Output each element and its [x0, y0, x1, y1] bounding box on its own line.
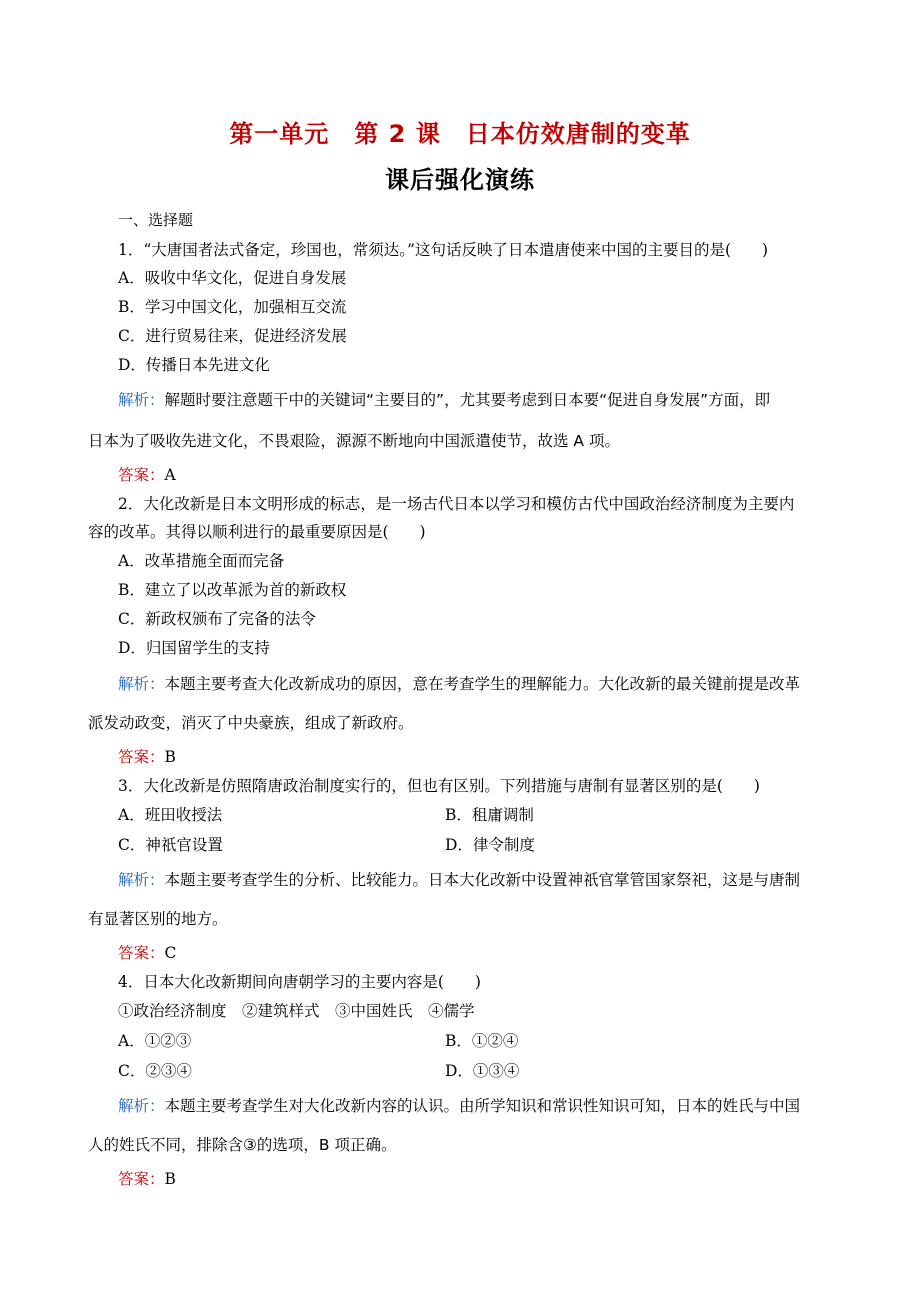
answer-label: 答案：	[118, 1170, 165, 1188]
explanation-label: 解析：	[118, 391, 165, 409]
q2-option-b: B．建立了以改革派为首的新政权	[118, 581, 347, 599]
q4-option-d: D．①③④	[445, 1062, 520, 1080]
answer-label: 答案：	[118, 944, 165, 962]
q4-stem: 4．日本大化改新期间向唐朝学习的主要内容是( )	[118, 973, 481, 991]
q1-explanation-line1: 解题时要注意题干中的关键词“主要目的”，尤其要考虑到日本要“促进自身发展”方面，即	[164, 391, 771, 409]
q3-stem: 3．大化改新是仿照隋唐政治制度实行的，但也有区别。下列措施与唐制有显著区别的是( )	[118, 777, 760, 795]
page-title: 第一单元 第 2 课 日本仿效唐制的变革	[229, 120, 691, 148]
q4-explanation	[118, 1095, 800, 1117]
section-heading: 一、选择题	[118, 211, 194, 229]
q3-option-c: C．神祇官设置	[118, 836, 223, 854]
q1-option-c: C．进行贸易往来，促进经济发展	[118, 327, 347, 345]
q4-explanation-line1: 本题主要考查学生对大化改新内容的认识。由所学知识和常识性知识可知，日本的姓氏与中国	[164, 1097, 801, 1115]
q4-option-b: B．①②④	[445, 1032, 519, 1050]
q3-explanation	[118, 869, 800, 891]
q1-answer-value: A	[164, 466, 176, 484]
q1-option-d: D．传播日本先进文化	[118, 356, 270, 374]
page-subtitle: 课后强化演练	[385, 166, 535, 194]
q2-explanation-line1: 本题主要考查大化改新成功的原因，意在考查学生的理解能力。大化改新的最关键前提是改革	[164, 675, 801, 693]
answer-label: 答案：	[118, 748, 165, 766]
q2-answer	[118, 746, 176, 768]
q3-option-b: B．租庸调制	[445, 806, 534, 824]
q1-option-a: A．吸收中华文化，促进自身发展	[118, 269, 347, 287]
q1-explanation	[118, 389, 770, 411]
explanation-label: 解析：	[118, 871, 165, 889]
q3-answer-value: C	[164, 944, 177, 962]
q2-option-a: A．改革措施全面而完备	[118, 552, 285, 570]
q2-option-c: C．新政权颁布了完备的法令	[118, 610, 316, 628]
q1-answer	[118, 464, 176, 486]
q2-explanation-line2: 派发动政变，消灭了中央豪族，组成了新政府。	[88, 714, 414, 732]
q2-explanation	[118, 673, 800, 695]
q1-explanation-line2: 日本为了吸收先进文化，不畏艰险，源源不断地向中国派遣使节，故选 A 项。	[88, 432, 620, 450]
q1-option-b: B．学习中国文化，加强相互交流	[118, 298, 347, 316]
q4-answer	[118, 1168, 176, 1190]
answer-label: 答案：	[118, 466, 165, 484]
explanation-label: 解析：	[118, 1097, 165, 1115]
q1-stem: 1．“大唐国者法式备定，珍国也，常须达。”这句话反映了日本遣唐使来中国的主要目的是( )	[118, 241, 769, 259]
q4-option-c: C．②③④	[118, 1062, 192, 1080]
q3-explanation-line2: 有显著区别的地方。	[88, 910, 228, 928]
q3-explanation-line1: 本题主要考查学生的分析、比较能力。日本大化改新中设置神祇官掌管国家祭祀，这是与唐制	[164, 871, 801, 889]
q2-stem-line1: 2．大化改新是日本文明形成的标志，是一场古代日本以学习和模仿古代中国政治经济制度为主要内	[118, 495, 795, 513]
q2-option-d: D．归国留学生的支持	[118, 639, 270, 657]
q3-option-a: A．班田收授法	[118, 806, 223, 824]
q2-stem-line2: 容的改革。其得以顺利进行的最重要原因是( )	[88, 523, 426, 541]
q4-items: ①政治经济制度 ②建筑样式 ③中国姓氏 ④儒学	[118, 1002, 475, 1020]
q4-explanation-line2: 人的姓氏不同，排除含③的选项，B 项正确。	[88, 1136, 397, 1154]
explanation-label: 解析：	[118, 675, 165, 693]
q2-answer-value: B	[164, 748, 176, 766]
q4-option-a: A．①②③	[118, 1032, 192, 1050]
q3-answer	[118, 942, 176, 964]
q4-answer-value: B	[164, 1170, 176, 1188]
q3-option-d: D．律令制度	[445, 836, 535, 854]
